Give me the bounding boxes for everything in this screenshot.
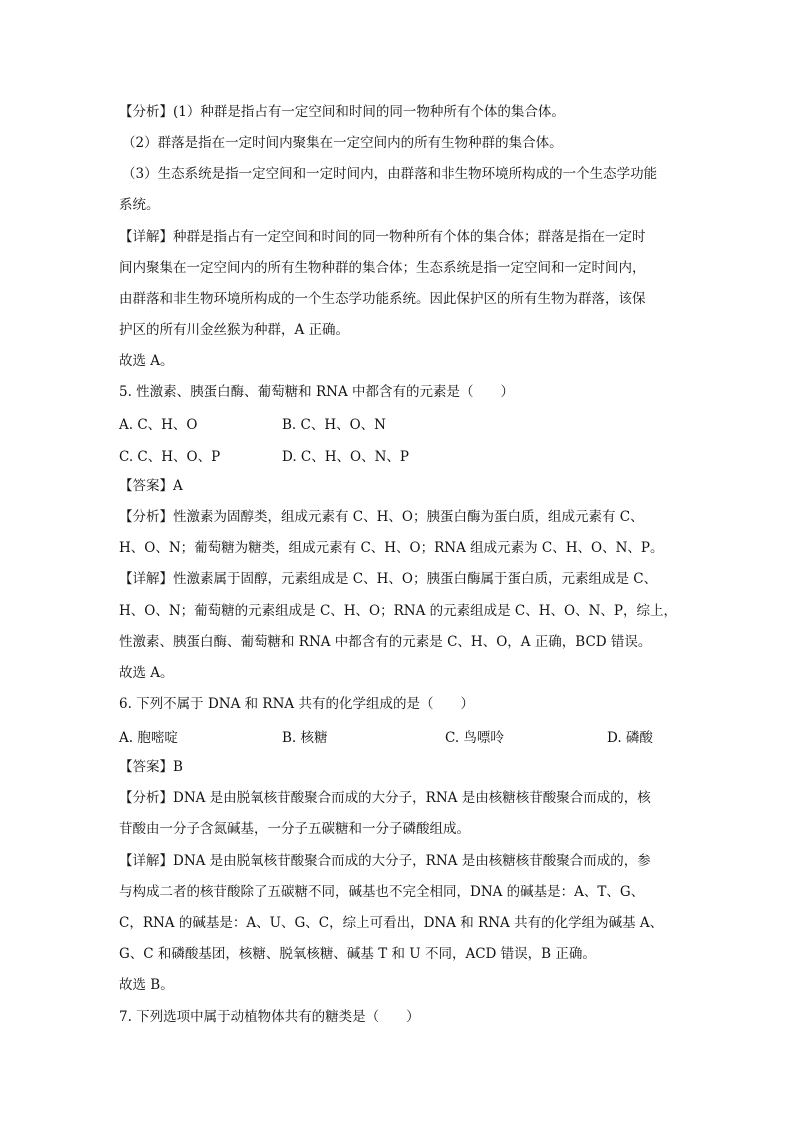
question-5: 5. 性激素、胰蛋白酶、葡萄糖和 RNA 中都含有的元素是（ ） [119, 384, 514, 400]
detail-6-line-2: 与构成二者的核苷酸除了五碳糖不同，碱基也不完全相同，DNA 的碱基是：A、T、G、 [119, 884, 645, 900]
answer-6: 【答案】B [119, 759, 183, 775]
detail-line-2: 间内聚集在一定空间内的所有生物种群的集合体；生态系统是指一定空间和一定时间内， [119, 260, 646, 276]
q5-option-c: C. C、H、O、P [119, 449, 221, 465]
detail-6-line-3: C，RNA 的碱基是：A、U、G、C，综上可看出，DNA 和 RNA 共有的化学组为碱基 A、 [119, 915, 664, 931]
analysis-5-line-1: 【分析】性激素为固醇类，组成元素有 C、H、O；胰蛋白酶为蛋白质，组成元素有 C、 [119, 509, 644, 525]
q6-option-d: D. 磷酸 [607, 730, 653, 746]
detail-line-3: 由群落和非生物环境所构成的一个生态学功能系统。因此保护区的所有生物为群落，该保 [119, 291, 646, 307]
q5-option-a: A. C、H、O [119, 417, 198, 433]
analysis-6-line-1: 【分析】DNA 是由脱氧核苷酸聚合而成的大分子，RNA 是由核糖核苷酸聚合而成的，核 [119, 790, 651, 806]
conclusion-5: 故选 A。 [119, 665, 174, 681]
detail-line-1: 【详解】种群是指占有一定空间和时间的同一物种所有个体的集合体；群落是指在一定时 [119, 229, 646, 245]
q6-option-c: C. 鸟嘌呤 [445, 730, 504, 746]
detail-5-line-1: 【详解】性激素属于固醇，元素组成是 C、H、O；胰蛋白酶属于蛋白质，元素组成是 C、 [119, 571, 658, 587]
analysis-5-line-2: H、O、N；葡萄糖为糖类，组成元素有 C、H、O；RNA 组成元素为 C、H、O、N、P。 [119, 540, 664, 556]
question-6: 6. 下列不属于 DNA 和 RNA 共有的化学组成的是（ ） [119, 696, 474, 712]
answer-5: 【答案】A [119, 478, 183, 494]
q5-option-d: D. C、H、O、N、P [282, 449, 409, 465]
analysis-line-2: （2）群落是指在一定时间内聚集在一定空间内的所有生物种群的集合体。 [122, 135, 563, 151]
conclusion-6: 故选 B。 [119, 977, 174, 993]
detail-5-line-3: 性激素、胰蛋白酶、葡萄糖和 RNA 中都含有的元素是 C、H、O，A 正确，BCD 错误。 [119, 634, 652, 650]
analysis-line-1: 【分析】(1）种群是指占有一定空间和时间的同一物种所有个体的集合体。 [119, 104, 565, 120]
q6-option-a: A. 胞嘧啶 [119, 730, 178, 746]
conclusion-4: 故选 A。 [119, 353, 174, 369]
q5-option-b: B. C、H、O、N [282, 417, 386, 433]
analysis-6-line-2: 苷酸由一分子含氮碱基，一分子五碳糖和一分子磷酸组成。 [119, 821, 470, 837]
detail-6-line-1: 【详解】DNA 是由脱氧核苷酸聚合而成的大分子，RNA 是由核糖核苷酸聚合而成的，参 [119, 853, 651, 869]
question-7: 7. 下列选项中属于动植物体共有的糖类是（ ） [119, 1009, 420, 1025]
detail-line-4: 护区的所有川金丝猴为种群，A 正确。 [119, 322, 350, 338]
detail-6-line-4: G、C 和磷酸基团，核糖、脱氧核糖、碱基 T 和 U 不同，ACD 错误，B 正确。 [119, 946, 596, 962]
analysis-line-4: 系统。 [119, 197, 160, 213]
q6-option-b: B. 核糖 [282, 730, 328, 746]
detail-5-line-2: H、O、N；葡萄糖的元素组成是 C、H、O；RNA 的元素组成是 C、H、O、N、P，综上， [119, 603, 677, 619]
analysis-line-3: （3）生态系统是指一定空间和一定时间内，由群落和非生物环境所构成的一个生态学功能 [122, 166, 658, 182]
